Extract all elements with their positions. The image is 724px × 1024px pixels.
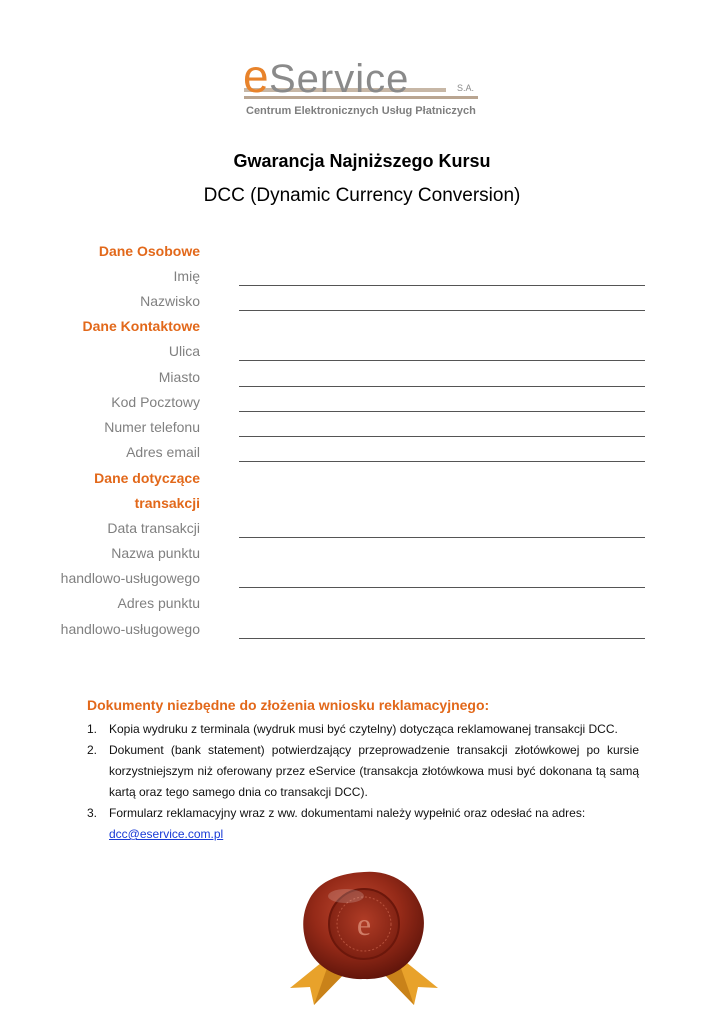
field-row-city <box>0 369 724 393</box>
list-item-number: 3. <box>87 806 98 820</box>
email-field[interactable] <box>239 461 645 462</box>
page-title: Gwarancja Najniższego Kursu <box>233 151 491 171</box>
last-name-field[interactable] <box>239 310 645 311</box>
field-row-phone <box>0 419 724 443</box>
documents-heading: Dokumenty niezbędne do złożenia wniosku reklamacyjnego: <box>87 697 490 713</box>
field-row-email <box>0 444 724 468</box>
label-row-merchant-address-1 <box>0 595 724 619</box>
page-subtitle: DCC (Dynamic Currency Conversion) <box>203 185 521 206</box>
logo-service: Service <box>269 57 410 101</box>
svg-text:e: e <box>356 906 372 942</box>
wax-seal-icon <box>284 866 444 1006</box>
list-item-text: Formularz reklamacyjny wraz z ww. dokumentami należy wypełnić oraz odesłać na adres: <box>109 806 586 820</box>
logo-tagline: Centrum Elektronicznych Usług Płatniczych <box>246 105 476 117</box>
label-merchant-name-line1: Nazwa punktu <box>111 545 200 561</box>
city-field[interactable] <box>239 386 645 387</box>
field-row-merchant-address <box>0 621 724 645</box>
section-row-contact <box>0 318 724 342</box>
label-transaction-date: Data transakcji <box>107 520 200 536</box>
field-row-merchant-name <box>0 570 724 594</box>
logo-suffix: S.A. <box>457 83 475 93</box>
section-row-transaction-2 <box>0 495 724 519</box>
email-link[interactable]: dcc@eservice.com.pl <box>109 827 224 841</box>
label-last-name: Nazwisko <box>140 293 200 309</box>
list-item <box>87 740 639 803</box>
label-phone: Numer telefonu <box>104 419 200 435</box>
section-row-transaction-1 <box>0 470 724 494</box>
list-item <box>87 803 639 845</box>
field-row-street <box>0 343 724 367</box>
list-item <box>87 719 639 740</box>
label-first-name: Imię <box>173 268 200 284</box>
label-postal-code: Kod Pocztowy <box>111 394 200 410</box>
label-city: Miasto <box>158 369 200 385</box>
street-field[interactable] <box>239 360 645 361</box>
eservice-logo <box>238 48 488 126</box>
section-transaction-line2: transakcji <box>134 495 200 511</box>
field-row-last-name <box>0 293 724 317</box>
transaction-date-field[interactable] <box>239 537 645 538</box>
merchant-name-field[interactable] <box>239 587 645 588</box>
label-row-merchant-name-1 <box>0 545 724 569</box>
label-merchant-address-line1: Adres punktu <box>117 595 200 611</box>
section-transaction-line1: Dane dotyczące <box>94 470 200 486</box>
merchant-address-field[interactable] <box>239 638 645 639</box>
field-row-transaction-date <box>0 520 724 544</box>
label-street: Ulica <box>168 343 200 359</box>
list-item-text: Dokument (bank statement) potwierdzający przeprowadzenie transakcji złotówkowej po kursie korzystniejszym niż oferowany przez eService (transakcja złotówkowa musi być dokonana tą samą kartą oraz tego samego dnia co transakcji DCC). <box>109 743 639 799</box>
field-row-postal-code <box>0 394 724 418</box>
list-item-number: 2. <box>87 743 98 757</box>
postal-code-field[interactable] <box>239 411 645 412</box>
label-merchant-name-line2: handlowo-usługowego <box>60 570 200 586</box>
list-item-text: Kopia wydruku z terminala (wydruk musi być czytelny) dotycząca reklamowanej transakcji DCC. <box>109 722 618 736</box>
documents-list <box>87 719 639 845</box>
section-contact: Dane Kontaktowe <box>82 318 200 334</box>
label-email: Adres email <box>126 444 200 460</box>
section-row-personal <box>0 243 724 267</box>
field-row-first-name <box>0 268 724 292</box>
first-name-field[interactable] <box>239 285 645 286</box>
section-personal: Dane Osobowe <box>98 243 200 259</box>
list-item-number: 1. <box>87 722 98 736</box>
phone-field[interactable] <box>239 436 645 437</box>
logo-e: e <box>243 50 269 102</box>
label-merchant-address-line2: handlowo-usługowego <box>60 621 200 637</box>
